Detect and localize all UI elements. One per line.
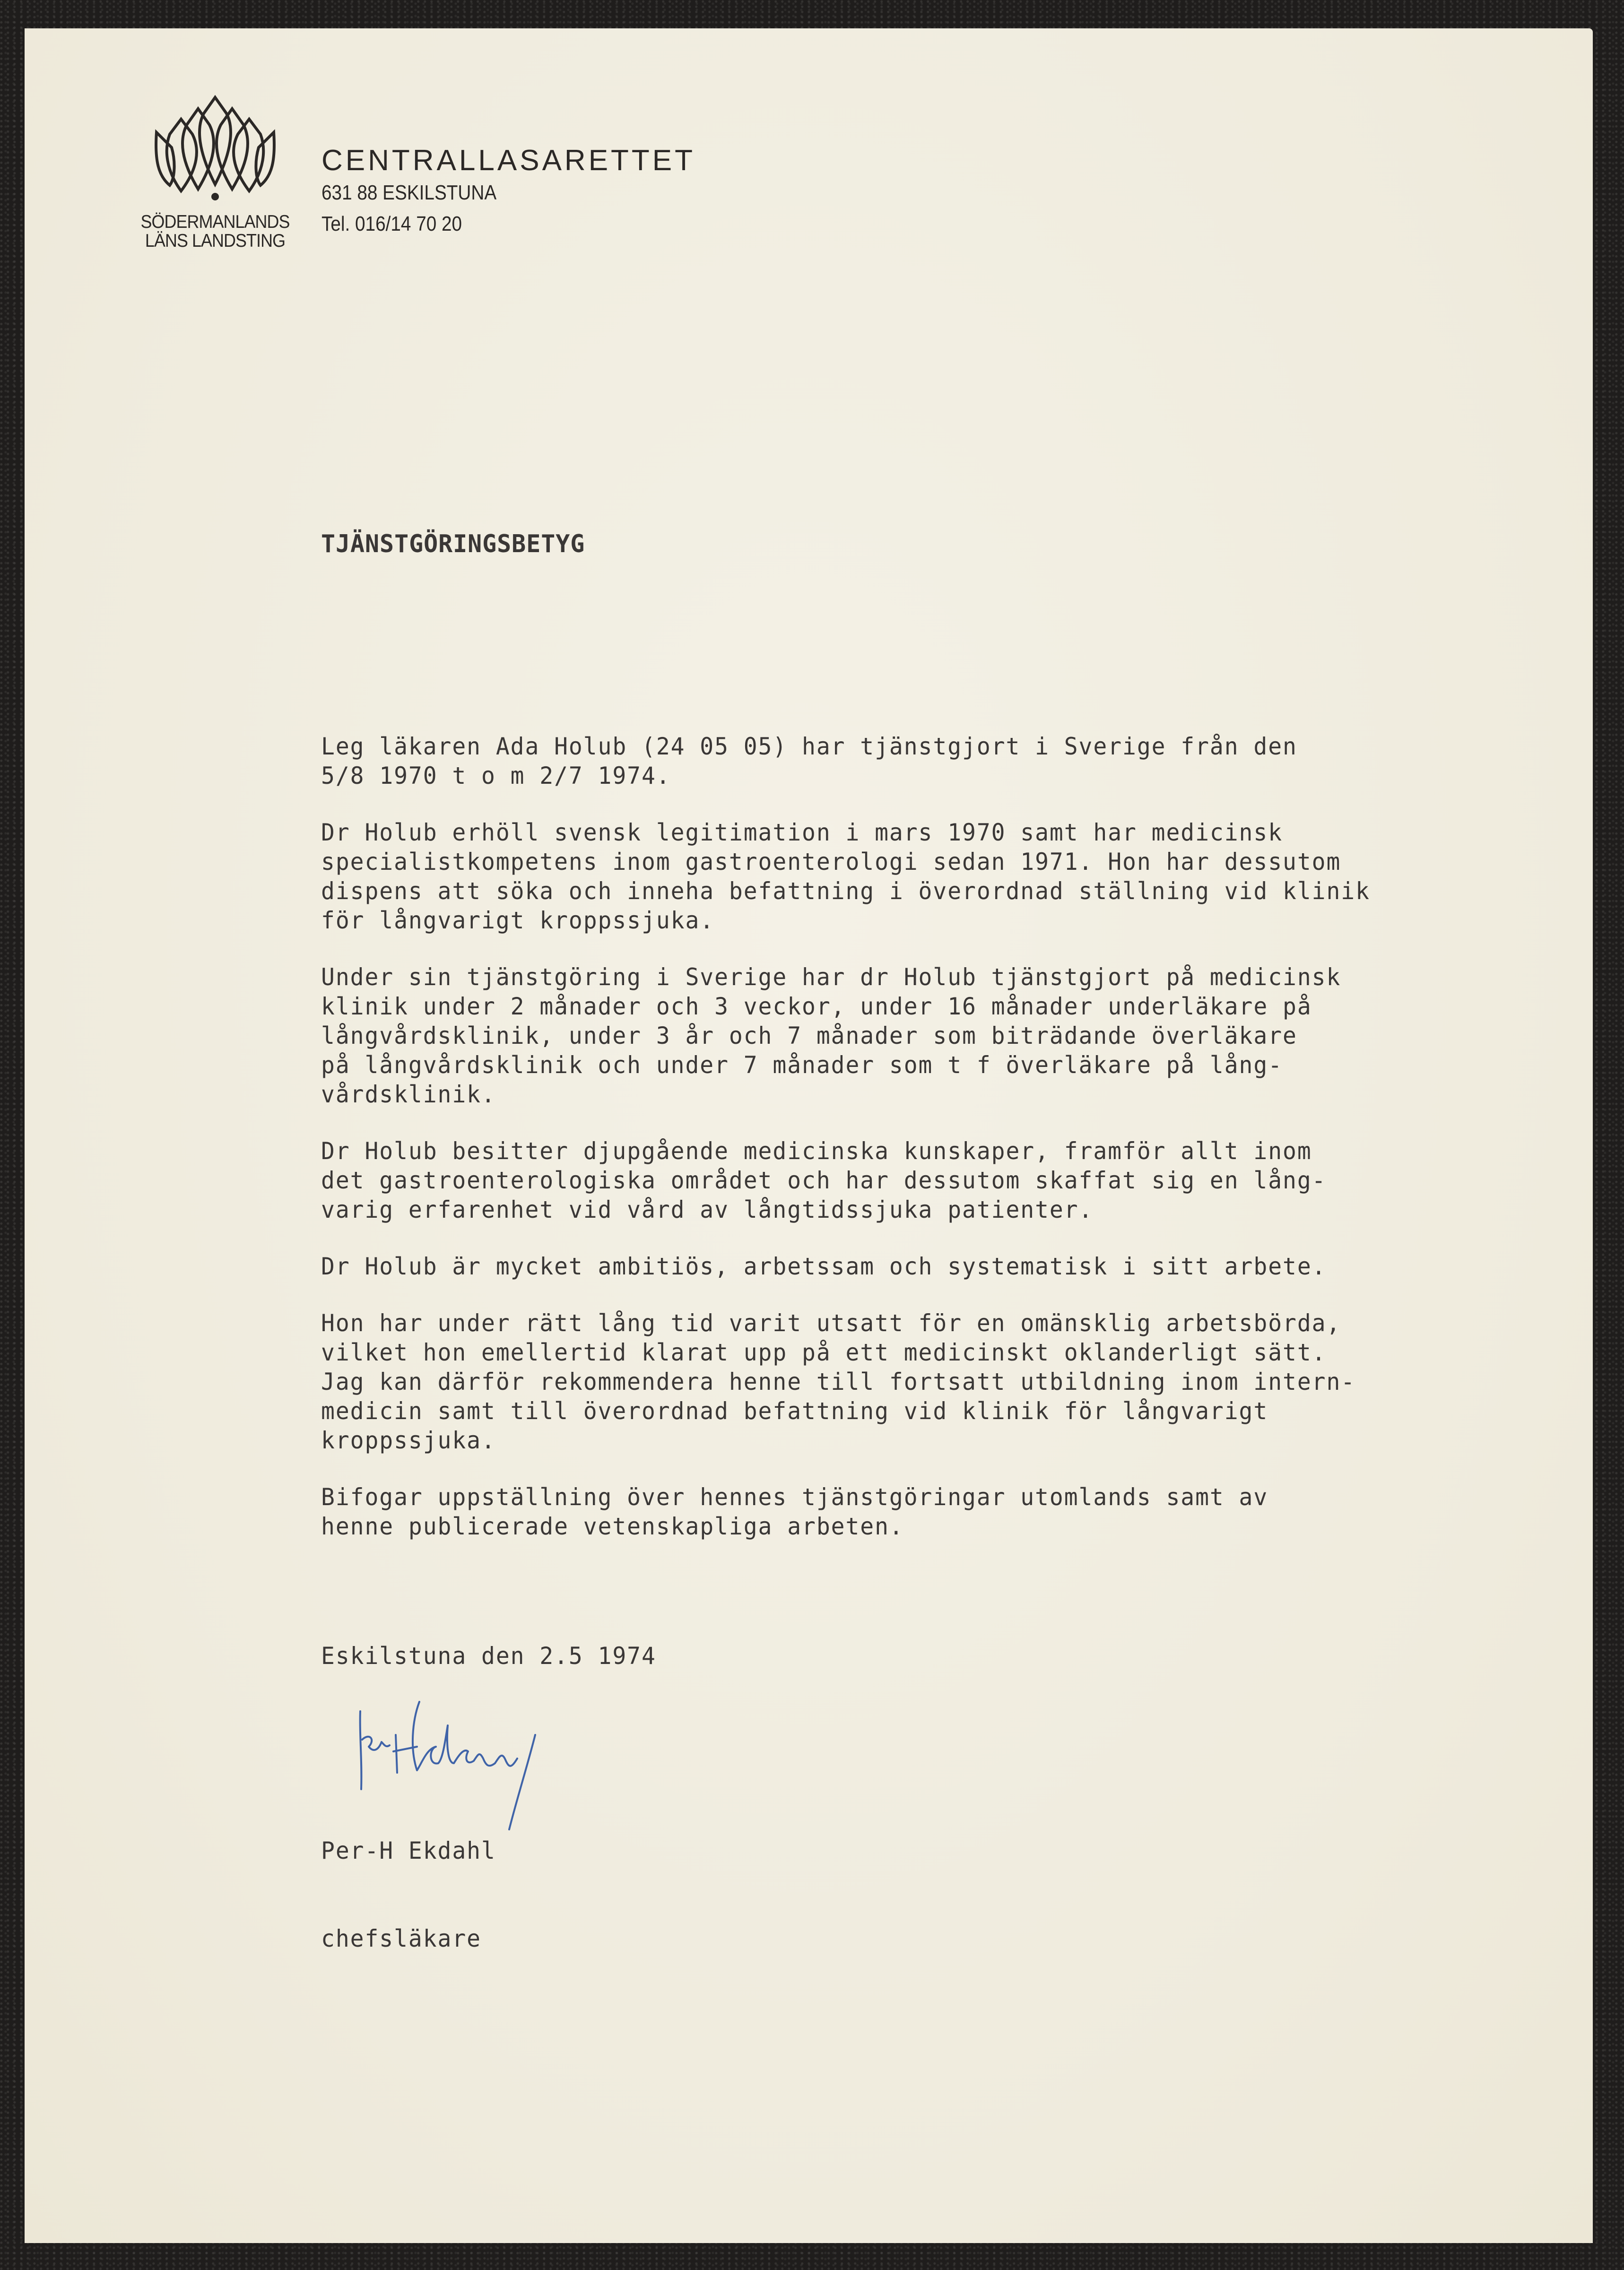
document-title: TJÄNSTGÖRINGSBETYG: [321, 530, 585, 558]
text-line: Jag kan därför rekommendera henne till fortsatt utbildning inom intern-: [321, 1368, 1356, 1395]
paragraph: [321, 1252, 1546, 1281]
letter-body: [321, 732, 1546, 1541]
text-line: Bifogar uppställning över hennes tjänstgöringar utomlands samt av: [321, 1483, 1268, 1511]
paragraph: [321, 1482, 1546, 1541]
paragraph: [321, 1136, 1546, 1224]
text-line: långvårdsklinik, under 3 år och 7 månader som biträdande överläkare: [321, 1022, 1297, 1049]
letterhead-address: [321, 144, 695, 240]
text-line: varig erfarenhet vid vård av långtidssjuka patienter.: [321, 1196, 1094, 1223]
paragraph: [321, 962, 1546, 1109]
text-line: Leg läkaren Ada Holub (24 05 05) har tjänstgjort i Sverige från den: [321, 733, 1297, 760]
county-name-line1: SÖDERMANLANDS: [140, 212, 290, 232]
institution-name: CENTRALLASARETTET: [321, 144, 696, 177]
text-line: medicin samt till överordnad befattning vid klinik för långvarigt: [321, 1397, 1268, 1425]
text-line: Dr Holub är mycket ambitiös, arbetssam och systematisk i sitt arbete.: [321, 1253, 1327, 1280]
text-line: Hon har under rätt lång tid varit utsatt för en omänsklig arbetsbörda,: [321, 1309, 1341, 1337]
text-line: dispens att söka och inneha befattning i överordnad ställning vid klinik: [321, 877, 1370, 905]
paragraph: [321, 818, 1546, 935]
text-line: det gastroenterologiska området och har dessutom skaffat sig en lång-: [321, 1167, 1327, 1194]
text-line: för långvarigt kroppssjuka.: [321, 907, 715, 934]
text-line: 5/8 1970 t o m 2/7 1974.: [321, 762, 671, 789]
signer-title: chefsläkare: [321, 1925, 482, 1952]
county-name-line2: LÄNS LANDSTING: [145, 231, 286, 251]
text-line: klinik under 2 månader och 3 veckor, under 16 månader underläkare på: [321, 993, 1312, 1020]
phone-number: Tel. 016/14 70 20: [321, 212, 462, 235]
text-line: henne publicerade vetenskapliga arbeten.: [321, 1513, 904, 1540]
place-and-date: Eskilstuna den 2.5 1974: [321, 1642, 656, 1670]
text-line: specialistkompetens inom gastroenterologi sedan 1971. Hon har dessutom: [321, 848, 1341, 875]
paragraph: [321, 1308, 1546, 1455]
text-line: kroppssjuka.: [321, 1427, 496, 1454]
signer-block: [321, 1777, 1546, 2012]
landsting-logo: [130, 95, 300, 251]
lotus-crown-icon: [149, 95, 281, 203]
letter-page: [25, 28, 1593, 2243]
text-line: vilket hon emellertid klarat upp på ett medicinskt oklanderligt sätt.: [321, 1339, 1327, 1366]
postal-address: 631 88 ESKILSTUNA: [321, 181, 497, 204]
text-line: Under sin tjänstgöring i Sverige har dr Holub tjänstgjort på medicinsk: [321, 963, 1341, 991]
text-line: Dr Holub besitter djupgående medicinska kunskaper, framför allt inom: [321, 1137, 1312, 1165]
text-line: på långvårdsklinik och under 7 månader som t f överläkare på lång-: [321, 1051, 1283, 1079]
text-line: vårdsklinik.: [321, 1081, 496, 1108]
paragraph: [321, 732, 1546, 790]
text-line: Dr Holub erhöll svensk legitimation i mars 1970 samt har medicinsk: [321, 819, 1283, 846]
signer-name: Per-H Ekdahl: [321, 1837, 496, 1864]
